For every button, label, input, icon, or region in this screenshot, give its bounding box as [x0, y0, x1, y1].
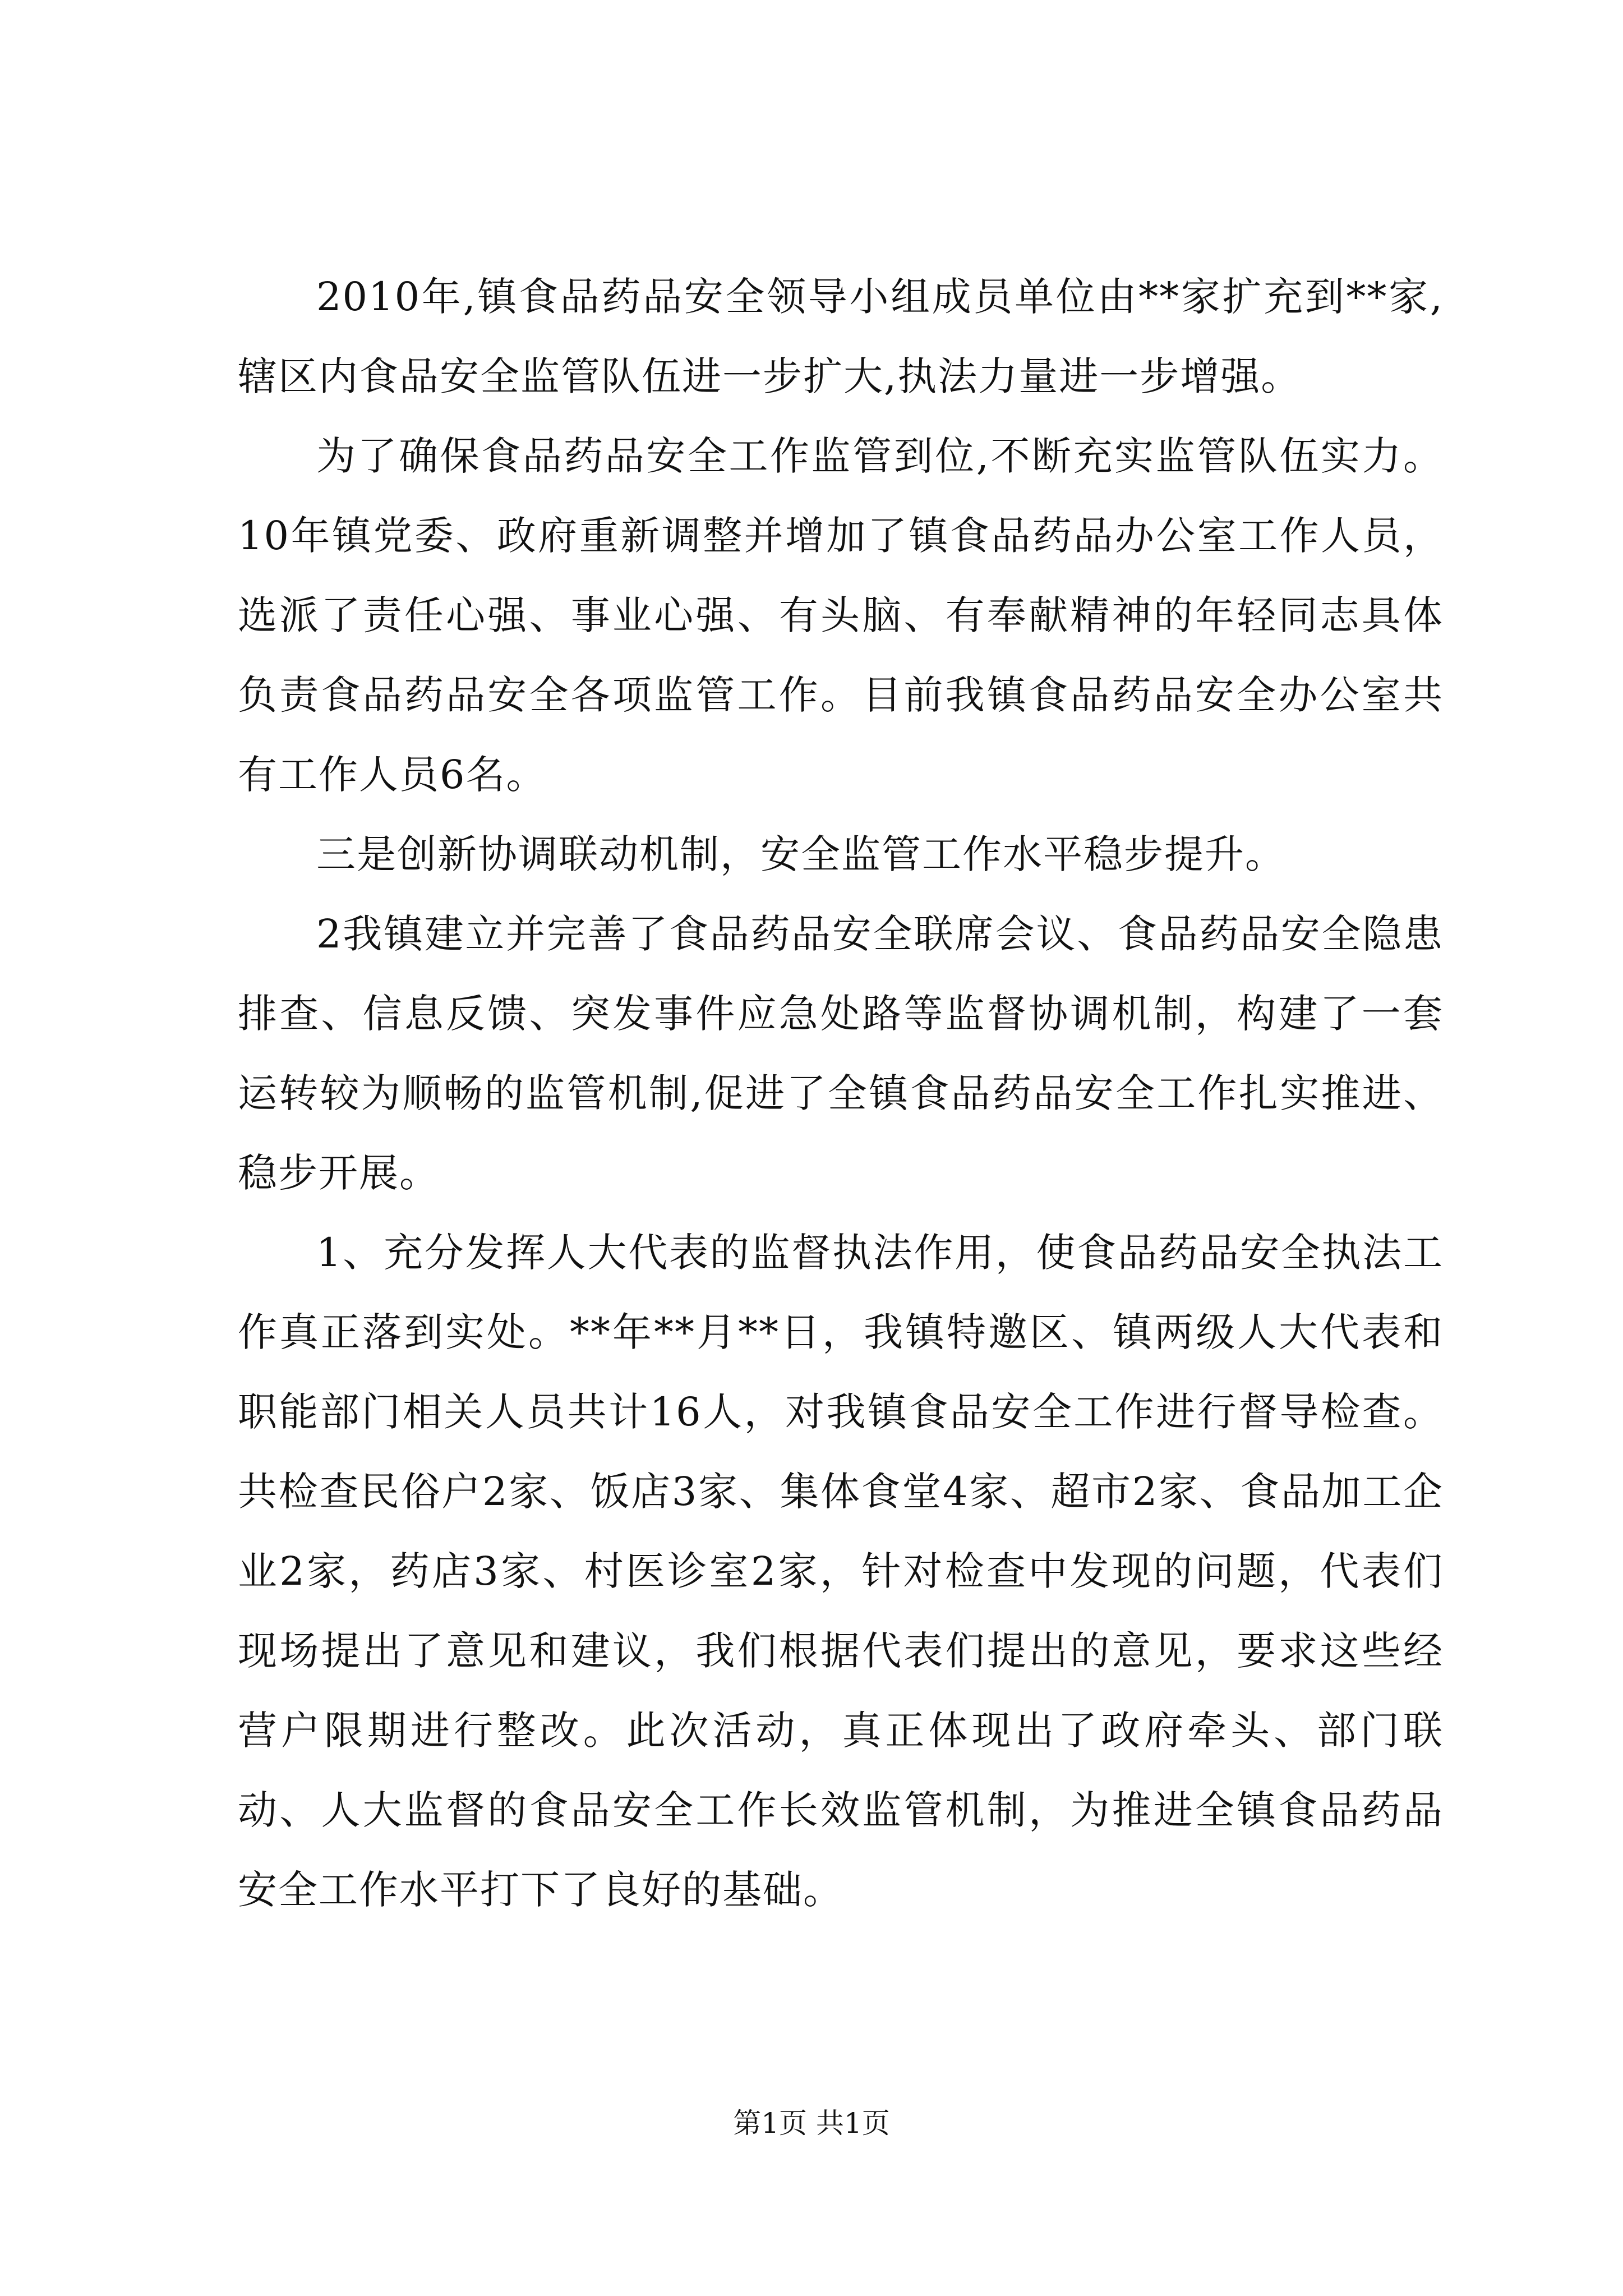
paragraph-4: 2我镇建立并完善了食品药品安全联席会议、食品药品安全隐患排查、信息反馈、突发事件应急处路等监督协调机制，构建了一套运转较为顺畅的监管机制,促进了全镇食品药品安全工作扎实推进、稳步开展。 — [238, 911, 1444, 1196]
page-number-footer: 第1页 共1页 — [733, 2107, 890, 2139]
paragraph-1: 2010年,镇食品药品安全领导小组成员单位由**家扩充到**家,辖区内食品安全监管队伍进一步扩大,执法力量进一步增强。 — [238, 274, 1444, 399]
paragraph-2: 为了确保食品药品安全工作监管到位,不断充实监管队伍实力。10年镇党委、政府重新调整并增加了镇食品药品办公室工作人员，选派了责任心强、事业心强、有头脑、有奉献精神的年轻同志具体负责食品药品安全各项监管工作。目前我镇食品药品安全办公室共有工作人员6名。 — [238, 433, 1444, 798]
document-body — [238, 257, 1444, 1930]
paragraph-3: 三是创新协调联动机制，安全监管工作水平稳步提升。 — [316, 831, 1285, 877]
paragraph-5: 1、充分发挥人大代表的监督执法作用，使食品药品安全执法工作真正落到实处。**年**月**日，我镇特邀区、镇两级人大代表和职能部门相关人员共计16人，对我镇食品安全工作进行督导检查。共检查民俗户2家、饭店3家、集体食堂4家、超市2家、食品加工企业2家，药店3家、村医诊室2家，针对检查中发现的问题，代表们现场提出了意见和建议，我们根据代表们提出的意见，要求这些经营户限期进行整改。此次活动，真正体现出了政府牵头、部门联动、人大监督的食品安全工作长效监管机制，为推进全镇食品药品安全工作水平打下了良好的基础。 — [238, 1230, 1444, 1913]
